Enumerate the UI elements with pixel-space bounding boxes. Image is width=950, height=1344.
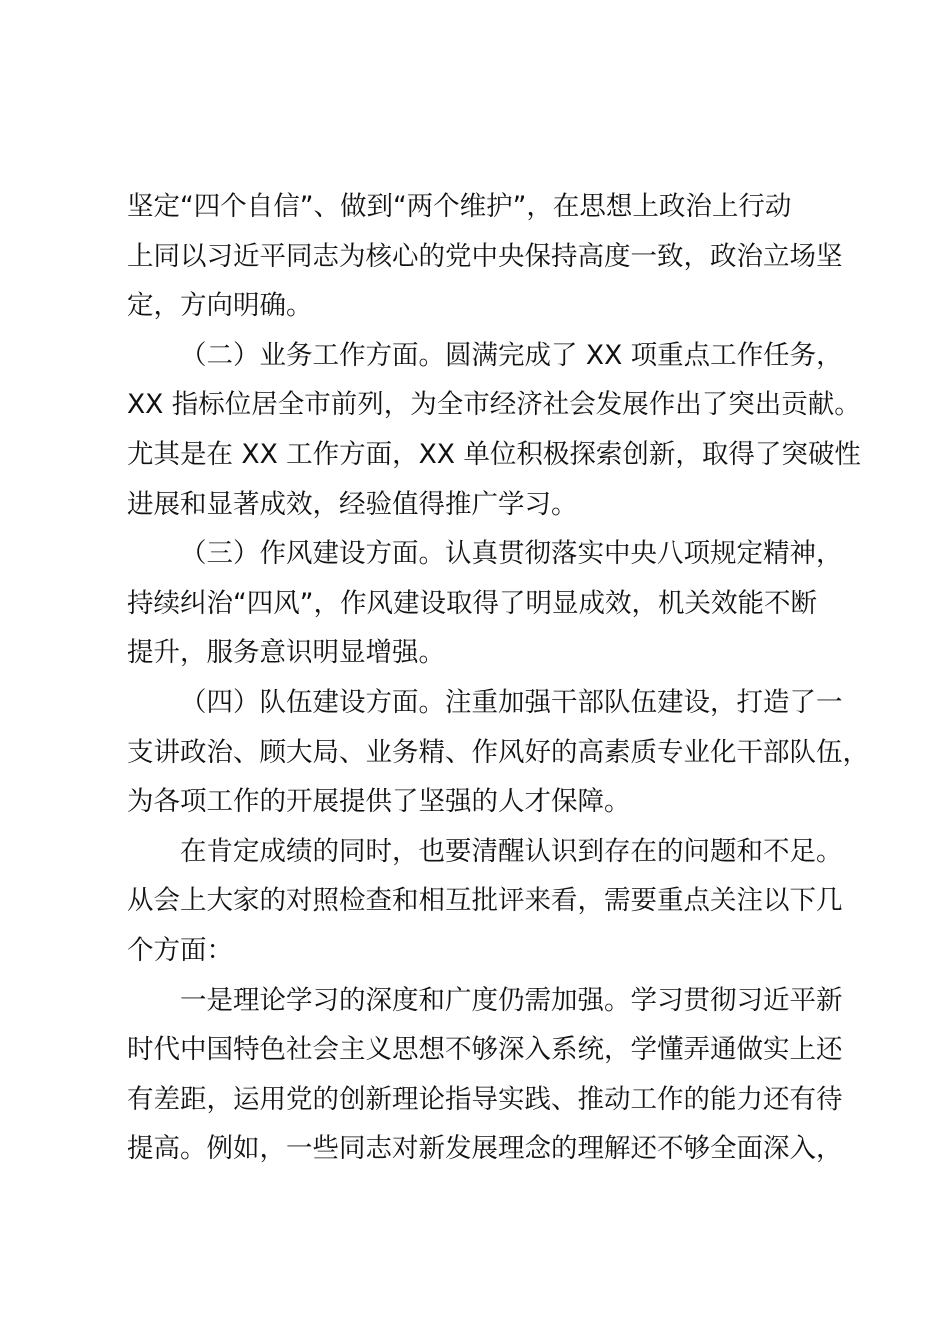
text-line: 从会上大家的对照检查和相互批评来看，需要重点关注以下几 — [127, 885, 843, 917]
text-line: 尤其是在 XX 工作方面，XX 单位积极探索创新，取得了突破性 — [127, 438, 861, 470]
text-line: 支讲政治、顾大局、业务精、作风好的高素质专业化干部队伍， — [127, 736, 869, 768]
text-line: 坚定“四个自信”、做到“两个维护”，在思想上政治上行动 — [127, 191, 792, 222]
text-line: 定，方向明确。 — [127, 290, 313, 322]
text-line: 有差距，运用党的创新理论指导实践、推动工作的能力还有待 — [127, 1083, 843, 1115]
text-line: 提升，服务意识明显增强。 — [127, 637, 445, 669]
text-line: 提高。例如，一些同志对新发展理念的理解还不够全面深入， — [127, 1133, 843, 1165]
text-line-paragraph-start: （二）业务工作方面。圆满完成了 XX 项重点工作任务， — [180, 339, 843, 371]
text-line-paragraph-start: （三）作风建设方面。认真贯彻落实中央八项规定精神， — [180, 538, 843, 570]
text-line-paragraph-start: 一是理论学习的深度和广度仍需加强。学习贯彻习近平新 — [180, 984, 843, 1016]
text-line: 为各项工作的开展提供了坚强的人才保障。 — [127, 786, 631, 818]
text-line: 上同以习近平同志为核心的党中央保持高度一致，政治立场坚 — [127, 240, 843, 272]
text-line-paragraph-start: 在肯定成绩的同时，也要清醒认识到存在的问题和不足。 — [180, 835, 843, 867]
text-line: 时代中国特色社会主义思想不够深入系统，学懂弄通做实上还 — [127, 1034, 843, 1066]
text-line: 个方面： — [127, 934, 233, 966]
document-body — [127, 182, 869, 1174]
text-line: 进展和显著成效，经验值得推广学习。 — [127, 488, 578, 520]
text-line-paragraph-start: （四）队伍建设方面。注重加强干部队伍建设，打造了一 — [180, 686, 843, 718]
text-line: XX 指标位居全市前列，为全市经济社会发展作出了突出贡献。 — [127, 389, 861, 421]
text-line: 持续纠治“四风”，作风建设取得了明显成效，机关效能不断 — [127, 587, 817, 619]
